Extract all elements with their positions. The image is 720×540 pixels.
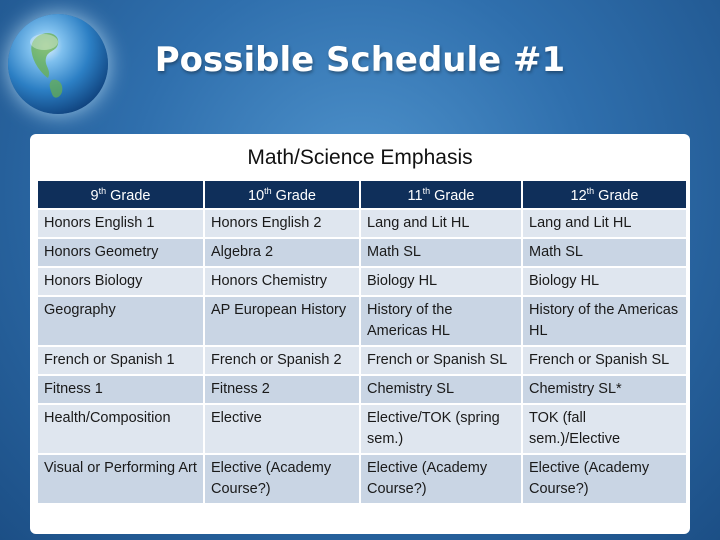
table-cell: Elective (Academy Course?) xyxy=(205,455,359,503)
table-cell: Biology HL xyxy=(361,268,521,295)
table-cell: French or Spanish 2 xyxy=(205,347,359,374)
header-10th-grade: 10th Grade xyxy=(205,181,359,208)
table-row xyxy=(38,297,686,345)
header-9th-grade: 9th Grade xyxy=(38,181,203,208)
table-cell: Chemistry SL* xyxy=(523,376,686,403)
table-cell: Honors English 1 xyxy=(38,210,203,237)
table-cell: French or Spanish SL xyxy=(361,347,521,374)
slide-title: Possible Schedule #1 xyxy=(154,40,566,80)
header-11th-grade: 11th Grade xyxy=(361,181,521,208)
slide-subtitle: Math/Science Emphasis xyxy=(247,146,473,169)
table-cell: Visual or Performing Art xyxy=(38,455,203,503)
schedule-table xyxy=(36,179,688,505)
header-row xyxy=(38,181,686,208)
table-row xyxy=(38,455,686,503)
table-cell: Elective (Academy Course?) xyxy=(361,455,521,503)
table-cell: Health/Composition xyxy=(38,405,203,453)
table-cell: Fitness 1 xyxy=(38,376,203,403)
table-row xyxy=(38,405,686,453)
table-row xyxy=(38,347,686,374)
table-cell: Elective xyxy=(205,405,359,453)
table-cell: Geography xyxy=(38,297,203,345)
table-cell: Honors Chemistry xyxy=(205,268,359,295)
table-cell: French or Spanish 1 xyxy=(38,347,203,374)
table-cell: Math SL xyxy=(523,239,686,266)
table-cell: Honors Biology xyxy=(38,268,203,295)
table-cell: Math SL xyxy=(361,239,521,266)
header-12th-grade: 12th Grade xyxy=(523,181,686,208)
table-cell: Honors English 2 xyxy=(205,210,359,237)
table-cell: History of the Americas HL xyxy=(523,297,686,345)
table-cell: Honors Geometry xyxy=(38,239,203,266)
table-cell: Chemistry SL xyxy=(361,376,521,403)
table-row xyxy=(38,268,686,295)
table-cell: Biology HL xyxy=(523,268,686,295)
table-row xyxy=(38,239,686,266)
table-cell: AP European History xyxy=(205,297,359,345)
table-cell: Elective (Academy Course?) xyxy=(523,455,686,503)
table-cell: French or Spanish SL xyxy=(523,347,686,374)
table-cell: Lang and Lit HL xyxy=(523,210,686,237)
table-row xyxy=(38,376,686,403)
table-cell: Algebra 2 xyxy=(205,239,359,266)
table-cell: Lang and Lit HL xyxy=(361,210,521,237)
table-cell: Fitness 2 xyxy=(205,376,359,403)
table-cell: Elective/TOK (spring sem.) xyxy=(361,405,521,453)
table-row xyxy=(38,210,686,237)
table-cell: TOK (fall sem.)/Elective xyxy=(523,405,686,453)
table-cell: History of the Americas HL xyxy=(361,297,521,345)
